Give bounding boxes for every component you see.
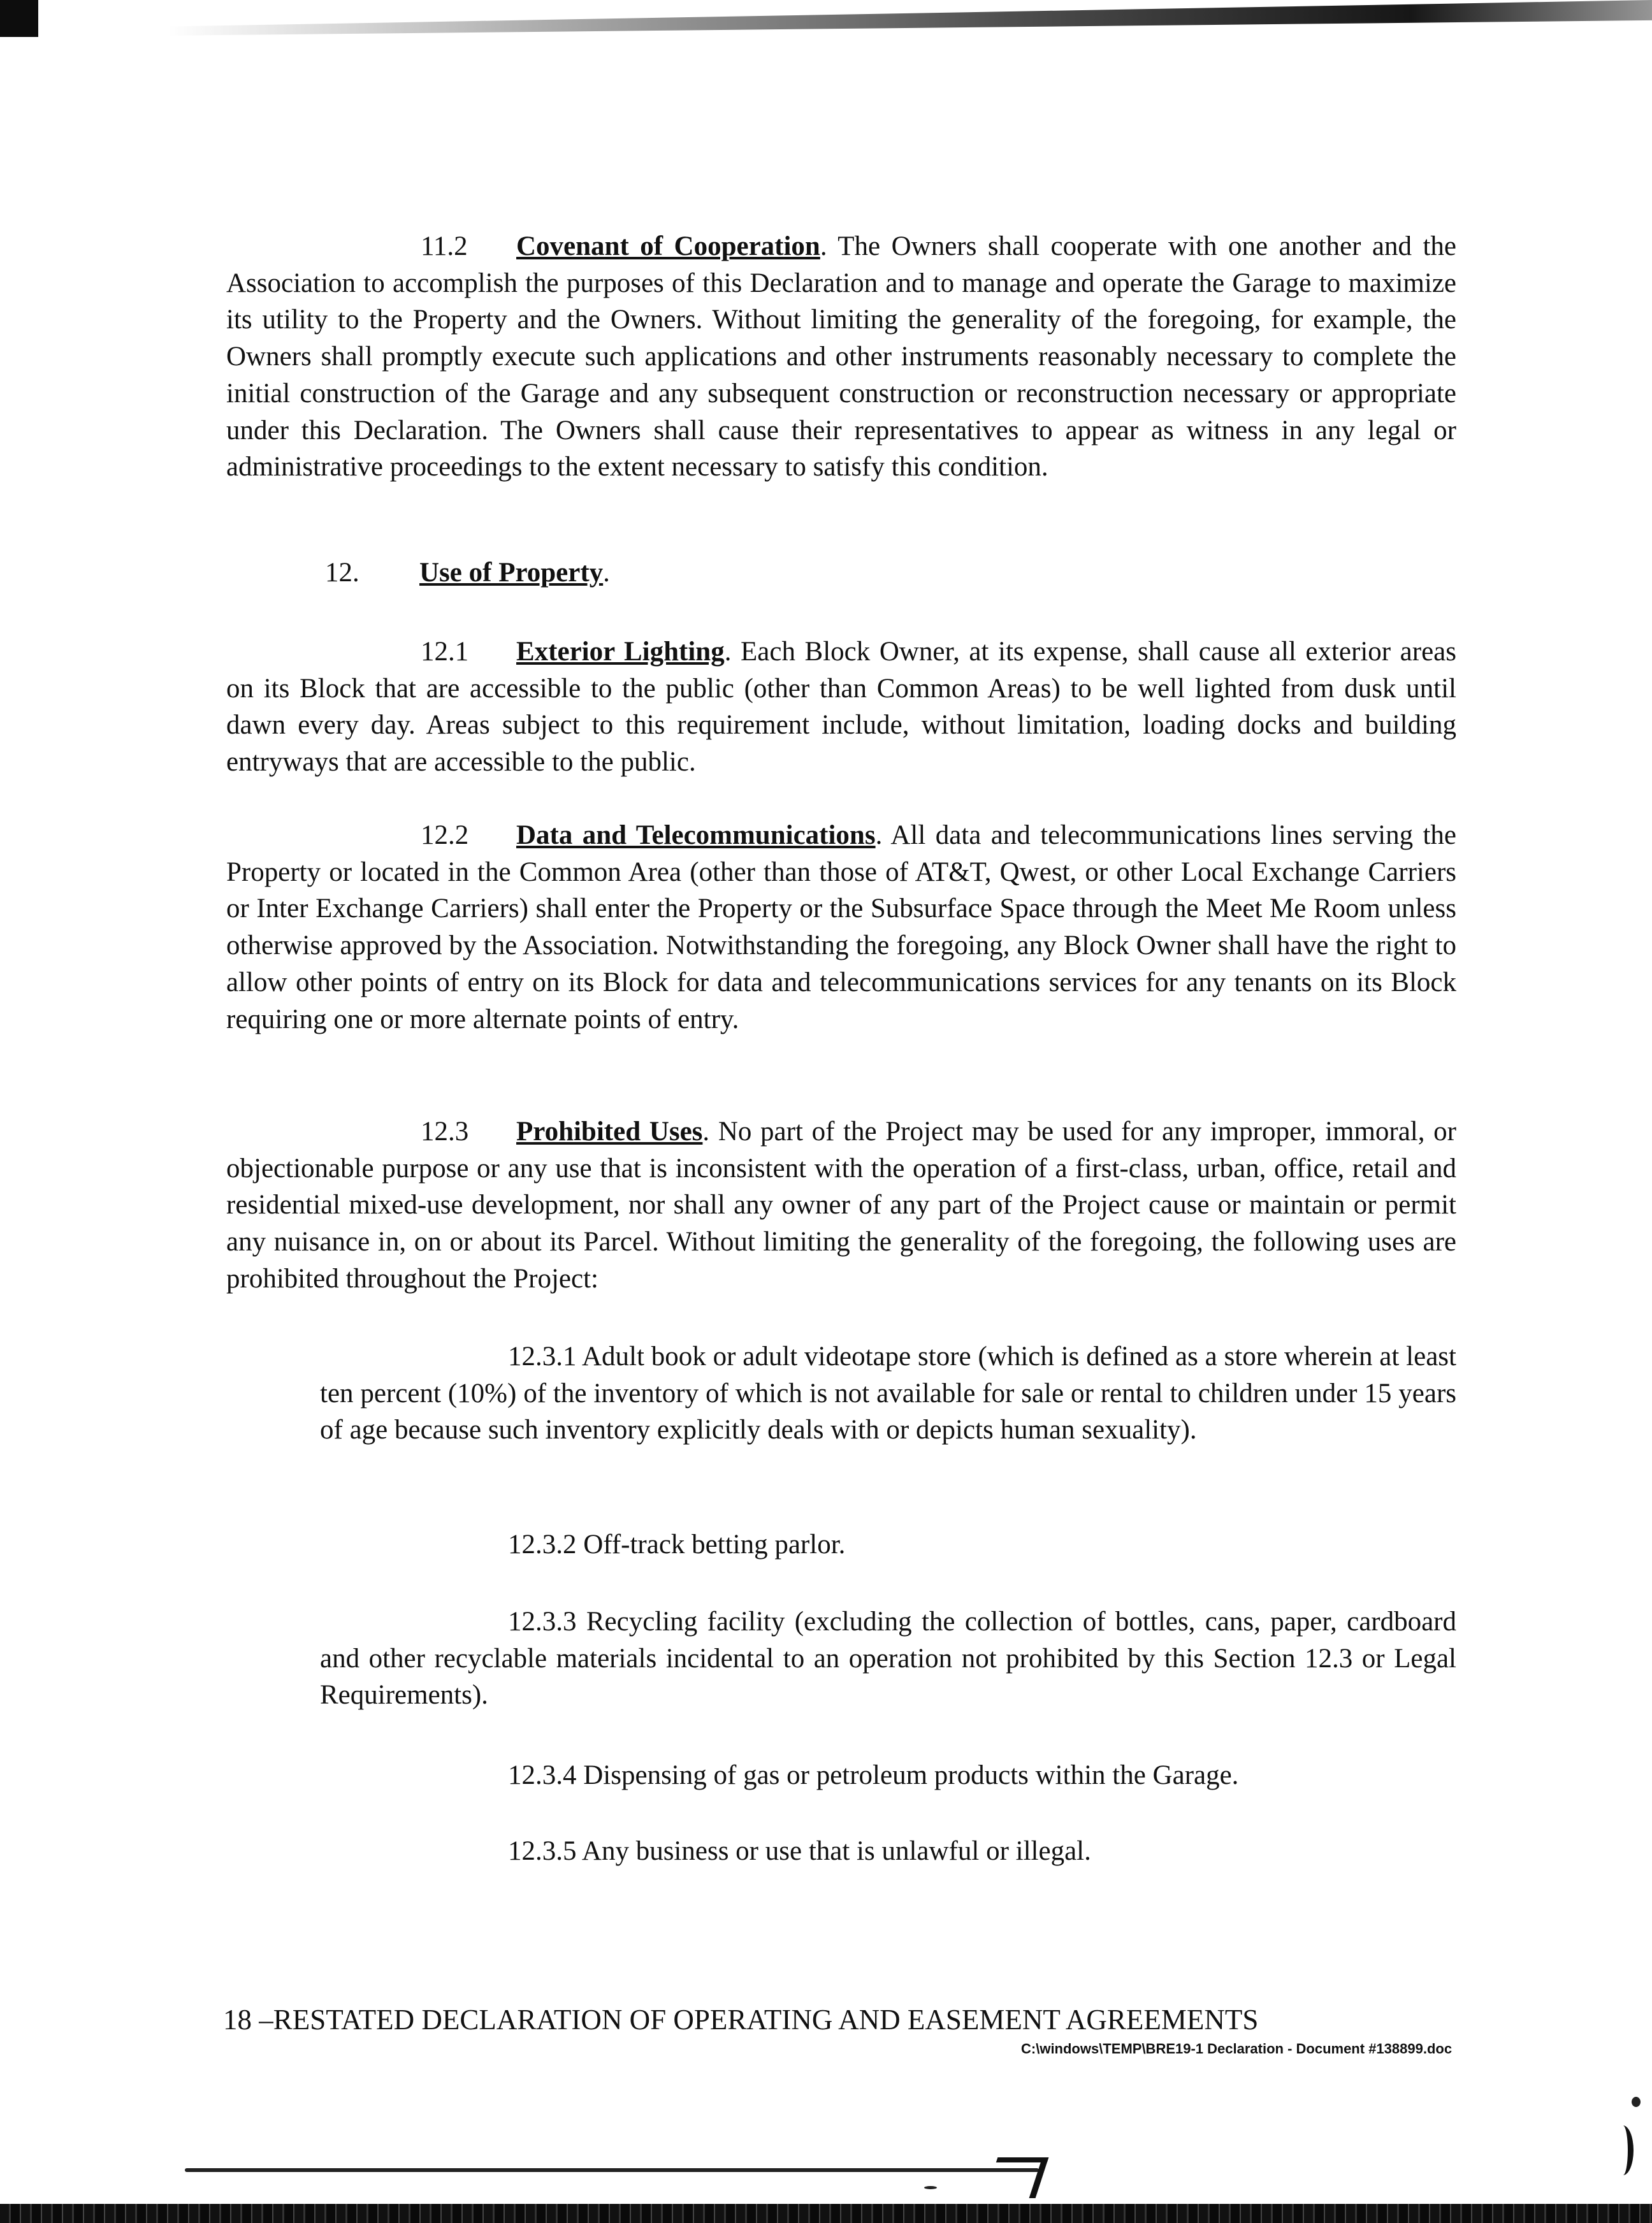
section-12-1: [226, 634, 1456, 781]
section-body: . Each Block Owner, at its expense, shall cause all exterior areas on its Block that are accessible to the public (other than Common Areas) to be well lighted from dusk until dawn every day. Areas subject to this requirement include, without limitation, loading docks and building entryways that are accessible to the public.: [226, 637, 1456, 778]
section-body: Adult book or adult videotape store (which is defined as a store wherein at least ten percent (10%) of the inventory of which is not available for sale or rental to children under 15 years of age because such inventory explicitly deals with or depicts human sexuality).: [320, 1342, 1456, 1445]
section-title: Exterior Lighting: [516, 637, 725, 667]
section-number: 11.2: [421, 231, 468, 261]
section-number: 12.3.3: [508, 1607, 577, 1637]
section-body: Off-track betting parlor.: [583, 1530, 846, 1560]
section-number: 12.3.1: [508, 1342, 577, 1372]
section-number: 12.3.4: [508, 1760, 577, 1790]
section-12-heading: [325, 554, 610, 591]
section-title: Prohibited Uses: [516, 1117, 703, 1147]
scan-bottom-band: [0, 2204, 1652, 2223]
scan-bottom-line: [185, 2168, 1039, 2172]
scan-bottom-mark: [985, 2157, 1049, 2198]
section-body: Any business or use that is unlawful or illegal.: [581, 1836, 1091, 1866]
section-12-3-4: [320, 1757, 1456, 1794]
section-12-3-5: [320, 1833, 1456, 1870]
section-title: Data and Telecommunications: [516, 820, 876, 850]
scan-speck: [924, 2186, 937, 2189]
scan-speck: [1632, 2097, 1641, 2107]
section-number: 12.1: [421, 637, 469, 667]
section-title: Use of Property: [419, 558, 604, 588]
section-12-3-1: [320, 1338, 1456, 1449]
section-body: . No part of the Project may be used for any improper, immoral, or objectionable purpose or any use that is inconsistent with the operation of a first-class, urban, office, retail and residential mixed-use development, nor shall any owner of any part of the Project cause or maintain or permit any nuisance in, on or about its Parcel. Without limiting the generality of the foregoing, the following uses are prohibited throughout the Project:: [226, 1117, 1456, 1294]
section-body: . The Owners shall cooperate with one another and the Association to accomplish the purposes of this Declaration and to manage and operate the Garage to maximize its utility to the Property and the Owners. Without limiting the generality of the foregoing, for example, the Owners shall promptly execute such applications and other instruments reasonably necessary to complete the initial construction of the Garage and any subsequent construction or reconstruction necessary or appropriate under this Declaration. The Owners shall cause their representatives to appear as witness in any legal or administrative proceedings to the extent necessary to satisfy this condition.: [226, 231, 1456, 482]
section-number: 12.2: [421, 820, 469, 850]
section-body: Recycling facility (excluding the collection of bottles, cans, paper, cardboard and other recyclable materials incidental to an operation not prohibited by this Section 12.3 or Legal Requirements).: [320, 1607, 1457, 1711]
section-12-2: [226, 817, 1456, 1038]
scan-right-mark: [1612, 2125, 1634, 2175]
section-number: 12.: [325, 558, 359, 588]
section-12-3-2: [320, 1526, 1456, 1563]
section-12-3-3: [320, 1604, 1456, 1714]
section-title-suffix: .: [603, 558, 610, 588]
page-footer-title: 18 –RESTATED DECLARATION OF OPERATING AND EASEMENT AGREEMENTS: [223, 2004, 1259, 2036]
document-file-path: C:\windows\TEMP\BRE19-1 Declaration - Document #138899.doc: [1021, 2041, 1453, 2057]
section-number: 12.3: [421, 1117, 469, 1147]
section-11-2: [226, 228, 1456, 486]
section-number: 12.3.5: [508, 1836, 577, 1866]
section-body: Dispensing of gas or petroleum products within the Garage.: [583, 1760, 1239, 1790]
section-body: . All data and telecommunications lines serving the Property or located in the Common Area (other than those of AT&T, Qwest, or other Local Exchange Carriers or Inter Exchange Carriers) shall enter the Property or the Subsurface Space through the Meet Me Room unless otherwise approved by the Association. Notwithstanding the foregoing, any Block Owner shall have the right to allow other points of entry on its Block for data and telecommunications services for any tenants on its Block requiring one or more alternate points of entry.: [226, 820, 1456, 1034]
scan-top-shadow: [38, 0, 1652, 37]
section-number: 12.3.2: [508, 1530, 577, 1560]
section-title: Covenant of Cooperation: [516, 231, 820, 261]
section-12-3: [226, 1113, 1456, 1298]
scan-edge-mark: [0, 0, 38, 37]
